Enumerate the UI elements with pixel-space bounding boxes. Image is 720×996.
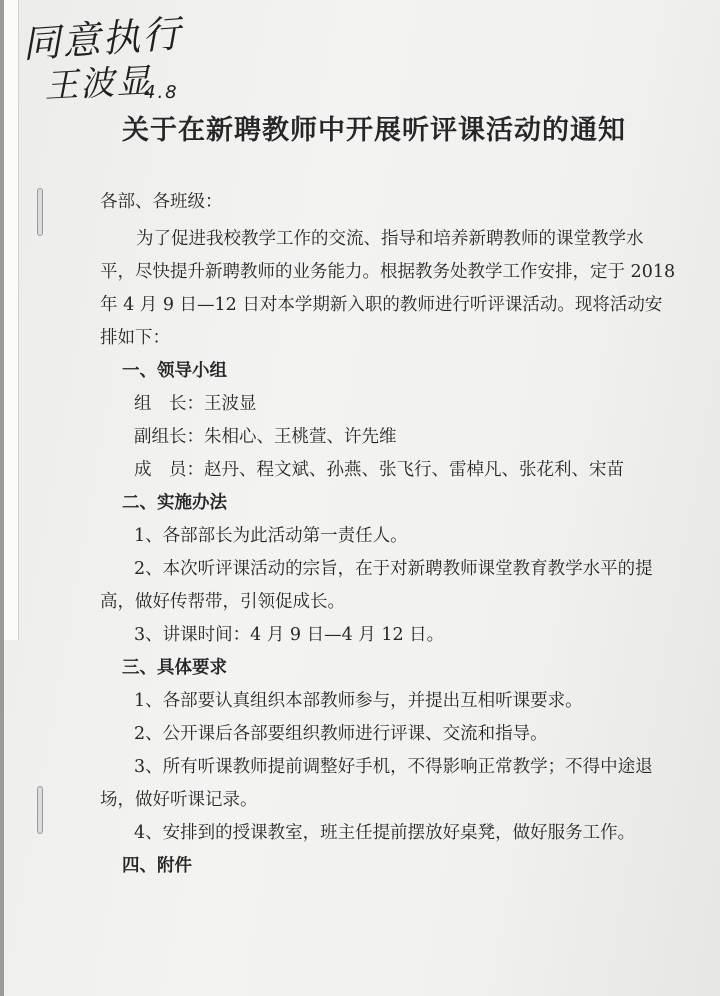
implementation-item-2-cont: 高，做好传帮带，引领促成长。 (100, 592, 345, 612)
intro-line-2: 平，尽快提升新聘教师的业务能力。根据教务处教学工作安排，定于 2018 (100, 262, 676, 282)
handwritten-approval: 同意执行 (20, 11, 184, 67)
section-heading-requirements: 三、具体要求 (122, 658, 227, 678)
document-title: 关于在新聘教师中开展听评课活动的通知 (122, 115, 626, 146)
handwritten-date: 4.8 (144, 82, 179, 103)
document-page (4, 0, 720, 996)
binder-clip-bottom (37, 786, 43, 834)
section-heading-implementation: 二、实施办法 (122, 493, 227, 513)
underlying-page-edge (4, 0, 19, 640)
section-heading-leadership: 一、领导小组 (122, 361, 227, 381)
requirement-item-3-cont: 场，做好听课记录。 (100, 790, 258, 810)
requirement-item-1: 1、各部要认真组织本部教师参与，并提出互相听课要求。 (134, 691, 583, 711)
deputy-leader-line: 副组长：朱相心、王桃萱、许先维 (134, 427, 397, 447)
requirement-item-3: 3、所有听课教师提前调整好手机，不得影响正常教学；不得中途退 (134, 757, 653, 777)
binder-clip-top (37, 188, 43, 236)
salutation: 各部、各班级： (100, 192, 223, 212)
handwritten-signature: 王波显 (43, 61, 154, 107)
section-heading-attachments: 四、附件 (122, 856, 192, 876)
requirement-item-4: 4、安排到的授课教室，班主任提前摆放好桌凳，做好服务工作。 (134, 823, 636, 843)
implementation-item-2: 2、本次听评课活动的宗旨，在于对新聘教师课堂教育教学水平的提 (134, 559, 653, 579)
members-line: 成 员：赵丹、程文斌、孙燕、张飞行、雷棹凡、张花利、宋苗 (134, 460, 624, 480)
leader-line: 组 长：王波显 (134, 394, 257, 414)
requirement-item-2: 2、公开课后各部要组织教师进行评课、交流和指导。 (134, 724, 548, 744)
intro-line-3: 年 4 月 9 日—12 日对本学期新入职的教师进行听评课活动。现将活动安 (100, 295, 663, 315)
intro-line-1: 为了促进我校教学工作的交流、指导和培养新聘教师的课堂教学水 (136, 229, 644, 249)
intro-line-4: 排如下： (100, 328, 170, 348)
implementation-item-1: 1、各部部长为此活动第一责任人。 (134, 526, 408, 546)
implementation-item-3: 3、讲课时间：4 月 9 日—4 月 12 日。 (134, 625, 445, 645)
